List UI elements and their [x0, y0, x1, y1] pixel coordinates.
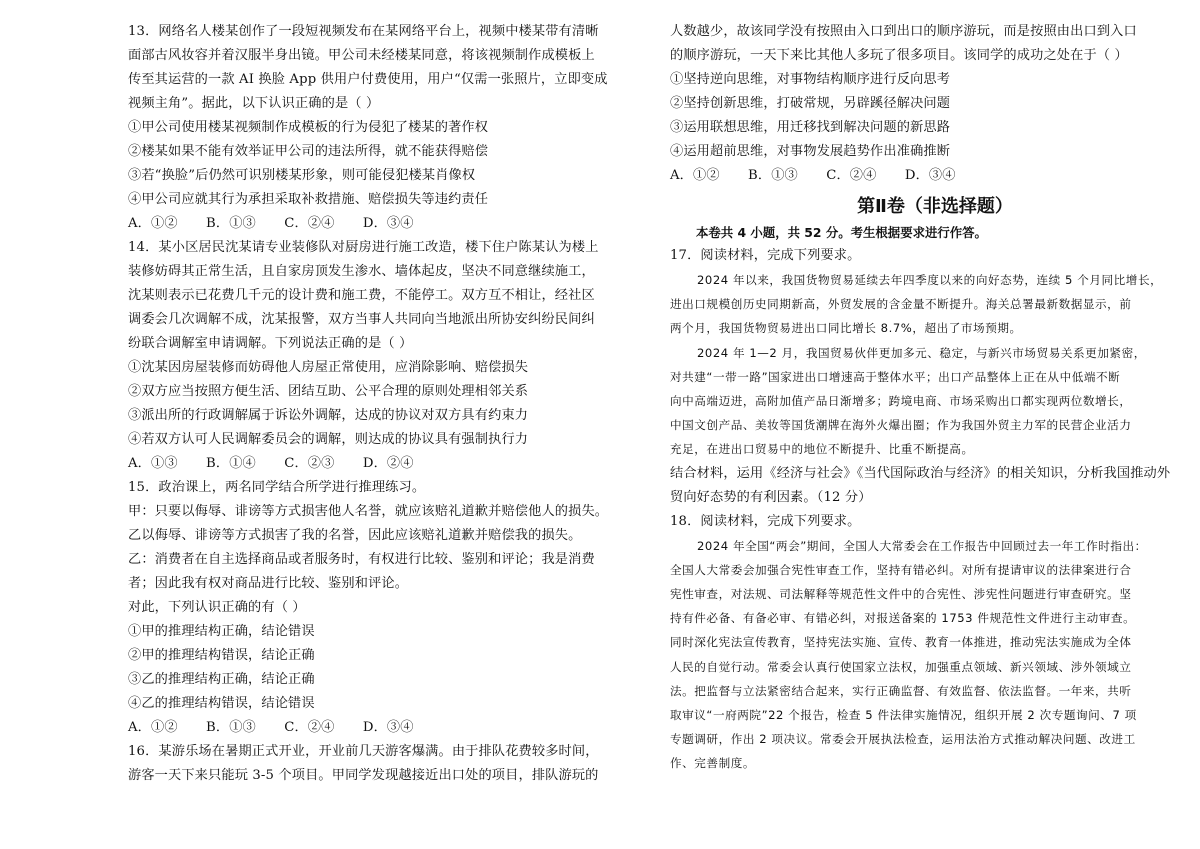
- q18-material-line: 作、完善制度。: [670, 756, 756, 771]
- q14-option-c: C．②③: [284, 456, 335, 471]
- q16-item: ②坚持创新思维，打破常规，另辟蹊径解决问题: [670, 96, 951, 111]
- q13-stem-line: 视频主角”。据此，以下认识正确的是（ ）: [128, 96, 380, 111]
- q13-option-a: A．①②: [128, 216, 178, 231]
- q13-option-b: B．①③: [206, 216, 256, 231]
- q14-item: ③派出所的行政调解属于诉讼外调解，达成的协议对双方具有约束力: [128, 408, 529, 423]
- q15-item: ③乙的推理结构正确，结论正确: [128, 672, 315, 687]
- q18-material-line: 专题调研，作出 2 项决议。常委会开展执法检查，运用法治方式推动解决问题、改进工: [670, 732, 1136, 747]
- q18-material-line: 全国人大常委会加强合宪性审查工作，坚持有错必纠。对所有提请审议的法律案进行合: [670, 562, 1132, 577]
- q13-item: ①甲公司使用楼某视频制作成模板的行为侵犯了楼某的著作权: [128, 120, 489, 135]
- left-column: [128, 20, 658, 788]
- q15-stem-line: 15．政治课上，两名同学结合所学进行推理练习。: [128, 480, 426, 495]
- q13-options: [128, 212, 658, 236]
- q16-option-b: B．①③: [748, 168, 798, 183]
- q14-option-a: A．①③: [128, 456, 178, 471]
- q13-option-d: D．③④: [362, 216, 414, 231]
- question-15: [128, 476, 658, 740]
- section-note: 本卷共 4 小题，共 52 分。考生根据要求进行作答。: [696, 225, 987, 240]
- q14-option-b: B．①④: [206, 456, 256, 471]
- question-16-start: [128, 740, 658, 788]
- q16-stem-line: 人数越少，故该同学没有按照由入口到出口的顺序游玩，而是按照由出口到入口: [670, 24, 1137, 39]
- q17-head: 17．阅读材料，完成下列要求。: [670, 248, 861, 263]
- q17-material-line: 充足，在进出口贸易中的地位不断提升、比重不断提高。: [670, 442, 974, 457]
- q15-item: ④乙的推理结构错误，结论错误: [128, 696, 315, 711]
- q16-options: [670, 164, 1200, 188]
- q15-stem-line: 者；因此我有权对商品进行比较、鉴别和评论。: [128, 576, 409, 591]
- q13-option-c: C．②④: [284, 216, 335, 231]
- q16-item: ①坚持逆向思维，对事物结构顺序进行反向思考: [670, 72, 951, 87]
- q18-material-line: 2024 年全国“两会”期间，全国人大常委会在工作报告中回顾过去一年工作时指出：: [697, 538, 1147, 553]
- question-17: [670, 244, 1200, 510]
- right-column: [670, 20, 1200, 776]
- q16-stem-line: 游客一天下来只能玩 3-5 个项目。甲同学发现越接近出口处的项目，排队游玩的: [128, 768, 599, 783]
- q13-stem-line: 13．网络名人楼某创作了一段短视频发布在某网络平台上，视频中楼某带有清晰: [128, 24, 599, 39]
- q17-task-line: 结合材料，运用《经济与社会》《当代国际政治与经济》的相关知识，分析我国推动外: [670, 465, 1171, 481]
- q18-head: 18．阅读材料，完成下列要求。: [670, 513, 861, 529]
- q17-material-line: 进出口规模创历史同期新高，外贸发展的含金量不断提升。海关总署最新数据显示，前: [670, 297, 1132, 312]
- q15-stem-line: 乙：消费者在自主选择商品或者服务时，有权进行比较、鉴别和评论；我是消费: [128, 552, 595, 567]
- q14-stem-line: 沈某则表示已花费几千元的设计费和施工费，不能停工。双方互不相让，经社区: [128, 288, 595, 303]
- q15-item: ②甲的推理结构错误，结论正确: [128, 648, 315, 663]
- q16-option-a: A．①②: [670, 168, 720, 183]
- q18-material-line: 人民的自觉行动。常委会认真行使国家立法权，加强重点领域、新兴领域、涉外领域立: [670, 659, 1132, 674]
- q14-stem-line: 纷联合调解室申请调解。下列说法正确的是（ ）: [128, 336, 413, 351]
- q16-option-c: C．②④: [826, 168, 877, 183]
- q17-material-line: 中国文创产品、美妆等国货潮牌在海外火爆出圈；作为我国外贸主力军的民营企业活力: [670, 418, 1132, 433]
- q13-stem-line: 传至其运营的一款 AI 换脸 App 供用户付费使用，用户“仅需一张照片，立即变成: [128, 72, 608, 87]
- q14-item: ④若双方认可人民调解委员会的调解，则达成的协议具有强制执行力: [128, 432, 529, 447]
- q14-item: ②双方应当按照方便生活、团结互助、公平合理的原则处理相邻关系: [128, 384, 529, 399]
- q13-item: ④甲公司应就其行为承担采取补救措施、赔偿损失等违约责任: [128, 192, 489, 207]
- q18-material-line: 宪性审查，对法规、司法解释等规范性文件中的合宪性、涉宪性问题进行审查研究。坚: [670, 587, 1132, 602]
- q17-task-line: 贸向好态势的有利因素。（12 分）: [670, 489, 872, 505]
- q14-stem-line: 装修妨碍其正常生活，且自家房顶发生渗水、墙体起皮，坚决不同意继续施工，: [128, 264, 595, 279]
- q18-material-line: 取审议“一府两院”22 个报告，检查 5 件法律实施情况，组织开展 2 次专题询问、7 项: [670, 708, 1137, 723]
- q15-item: ①甲的推理结构正确，结论错误: [128, 624, 315, 639]
- q15-option-b: B．①③: [206, 720, 256, 735]
- q16-stem-line: 的顺序游玩，一天下来比其他人多玩了很多项目。该同学的成功之处在于（ ）: [670, 48, 1128, 63]
- question-18: [670, 510, 1200, 776]
- q16-option-d: D．③④: [904, 168, 956, 183]
- q15-option-c: C．②④: [284, 720, 335, 735]
- q18-material-line: 同时深化宪法宣传教育，坚持宪法实施、宣传、教育一体推进，推动宪法实施成为全体: [670, 635, 1132, 650]
- q13-item: ②楼某如果不能有效举证甲公司的违法所得，就不能获得赔偿: [128, 144, 489, 159]
- q15-option-a: A．①②: [128, 720, 178, 735]
- section-title: 第Ⅱ卷（非选择题）: [857, 196, 1013, 217]
- q14-item: ①沈某因房屋装修而妨碍他人房屋正常使用，应消除影响、赔偿损失: [128, 360, 529, 375]
- q16-item: ③运用联想思维，用迁移找到解决问题的新思路: [670, 120, 951, 135]
- question-14: [128, 236, 658, 476]
- q14-options: [128, 452, 658, 476]
- question-13: [128, 20, 658, 236]
- q14-stem-line: 调委会几次调解不成，沈某报警，双方当事人共同向当地派出所协安纠纷民间纠: [128, 312, 595, 327]
- q16-stem-line: 16．某游乐场在暑期正式开业，开业前几天游客爆满。由于排队花费较多时间，: [128, 744, 599, 759]
- question-16-continued: [670, 20, 1200, 188]
- q15-stem-line: 乙以侮辱、诽谤等方式损害了我的名誉，因此应该赔礼道歉并赔偿我的损失。: [128, 528, 582, 543]
- q17-material-line: 2024 年 1—2 月，我国贸易伙伴更加多元、稳定，与新兴市场贸易关系更加紧密，: [697, 345, 1146, 360]
- q18-material-line: 法。把监督与立法紧密结合起来，实行正确监督、有效监督、依法监督。一年来，共听: [670, 683, 1132, 698]
- q13-item: ③若“换脸”后仍然可识别楼某形象，则可能侵犯楼某肖像权: [128, 168, 476, 183]
- q14-option-d: D．②④: [362, 456, 414, 471]
- q16-item: ④运用超前思维，对事物发展趋势作出准确推断: [670, 144, 951, 159]
- q17-material-line: 对共建“一带一路”国家进出口增速高于整体水平；出口产品整体上正在从中低端不断: [670, 369, 1121, 384]
- q17-material-line: 2024 年以来，我国货物贸易延续去年四季度以来的向好态势，连续 5 个月同比增长，: [697, 273, 1163, 287]
- q15-stem-line: 对此，下列认识正确的有（ ）: [128, 600, 306, 615]
- q13-stem-line: 面部古风妆容并着汉服半身出镜。甲公司未经楼某同意，将该视频制作成模板上: [128, 48, 595, 63]
- q14-stem-line: 14．某小区居民沈某请专业装修队对厨房进行施工改造，楼下住户陈某认为楼上: [128, 240, 599, 255]
- q15-option-d: D．③④: [362, 720, 414, 735]
- q15-stem-line: 甲：只要以侮辱、诽谤等方式损害他人名誉，就应该赔礼道歉并赔偿他人的损失。: [128, 504, 609, 519]
- q15-options: [128, 716, 658, 740]
- q18-material-line: 持有件必备、有备必审、有错必纠，对报送备案的 1753 件规范性文件进行主动审查。: [670, 611, 1136, 626]
- q17-material-line: 向中高端迈进，高附加值产品日渐增多；跨境电商、市场采购出口都实现两位数增长，: [670, 394, 1132, 409]
- q17-material-line: 两个月，我国货物贸易进出口同比增长 8.7%，超出了市场预期。: [670, 321, 1022, 336]
